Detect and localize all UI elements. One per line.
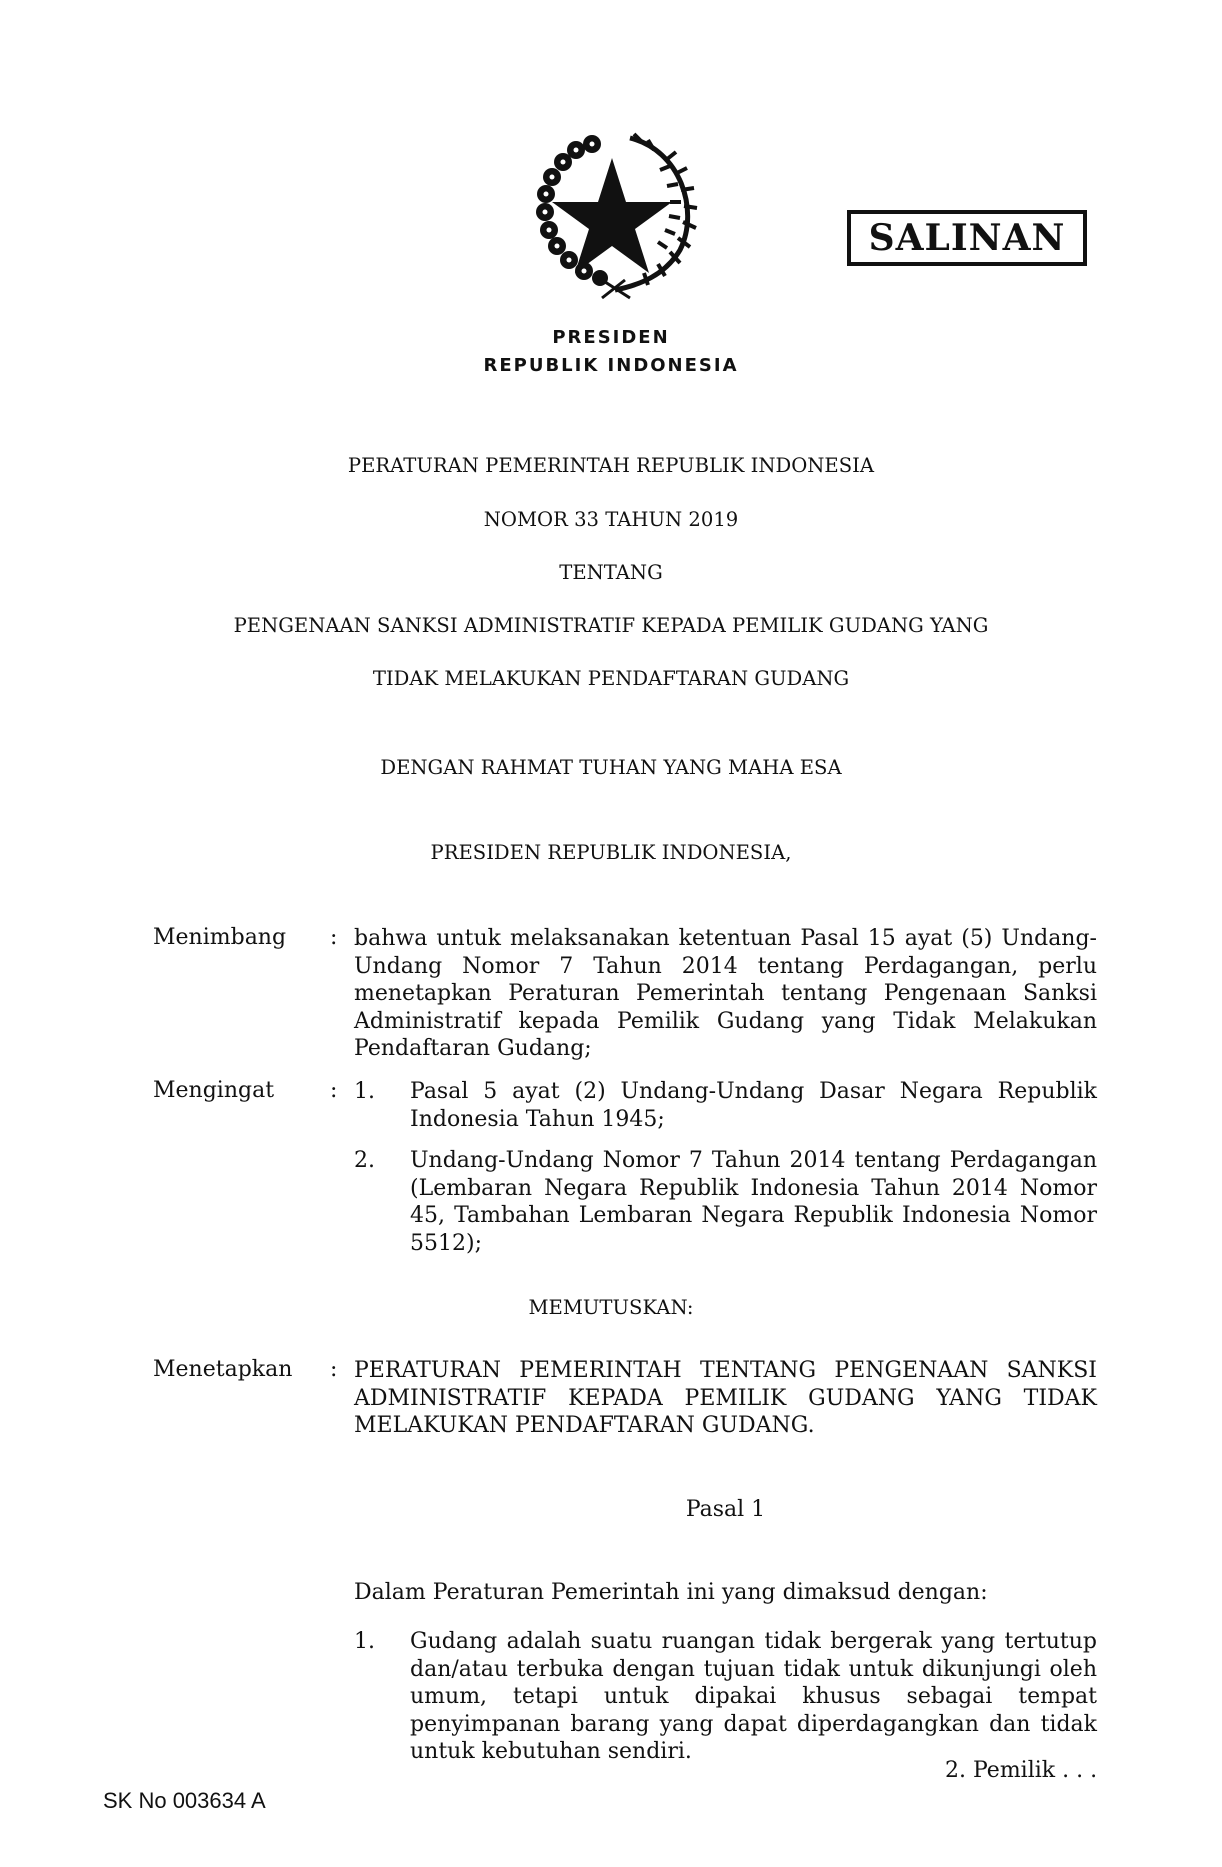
mengingat-list (354, 1078, 1097, 1257)
salinan-stamp (847, 210, 1087, 266)
pasal-1-definitions (354, 1628, 1097, 1766)
menetapkan-text: PERATURAN PEMERINTAH TENTANG PENGENAAN SANKSI ADMINISTRATIF KEPADA PEMILIK GUDANG YANG TIDAK MELAKUKAN PENDAFTARAN GUDANG. (354, 1358, 1097, 1438)
salinan-label: SALINAN (868, 217, 1066, 259)
menetapkan-colon: : (330, 1357, 338, 1382)
memutuskan-heading: MEMUTUSKAN: (528, 1295, 694, 1319)
mengingat-colon: : (330, 1078, 338, 1103)
regulation-subject-line1: PENGENAAN SANKSI ADMINISTRATIF KEPADA PEMILIK GUDANG YANG (233, 613, 989, 637)
list-item-text: Pasal 5 ayat (2) Undang-Undang Dasar Negara Republik Indonesia Tahun 1945; (410, 1079, 1097, 1132)
presidential-emblem-icon (530, 130, 705, 300)
list-item (354, 1628, 1097, 1766)
office-title-line2: REPUBLIK INDONESIA (483, 355, 739, 376)
menimbang-text: bahwa untuk melaksanakan ketentuan Pasal 15 ayat (5) Undang-Undang Nomor 7 Tahun 2014 tentang Perdagangan, perlu menetapkan Peraturan Pemerintah tentang Pengenaan Sanksi Administratif kepada Pemilik Gudang yang Tidak Melakukan Pendaftaran Gudang; (354, 926, 1097, 1061)
list-item (354, 1147, 1097, 1257)
regulation-tentang: TENTANG (559, 560, 663, 584)
list-item-number: 1. (354, 1629, 375, 1654)
regulation-subject-line2: TIDAK MELAKUKAN PENDAFTARAN GUDANG (372, 666, 850, 690)
list-item-text: Gudang adalah suatu ruangan tidak bergerak yang tertutup dan/atau terbuka dengan tujuan tidak untuk dikunjungi oleh umum, tetapi untuk dipakai khusus sebagai tempat penyimpanan barang yang dapat diperdagangkan dan tidak untuk kebutuhan sendiri. (410, 1629, 1097, 1764)
invocation: DENGAN RAHMAT TUHAN YANG MAHA ESA (380, 755, 842, 779)
mengingat-label: Mengingat (153, 1078, 275, 1103)
continuation-catchword: 2. Pemilik . . . (945, 1758, 1098, 1783)
menimbang-label: Menimbang (153, 925, 287, 950)
issuer: PRESIDEN REPUBLIK INDONESIA, (430, 840, 792, 864)
list-item-number: 2. (354, 1148, 375, 1173)
regulation-title: PERATURAN PEMERINTAH REPUBLIK INDONESIA (347, 453, 875, 477)
regulation-number: NOMOR 33 TAHUN 2019 (483, 507, 739, 531)
pasal-1-heading: Pasal 1 (685, 1497, 766, 1522)
list-item (354, 1078, 1097, 1133)
office-title-line1: PRESIDEN (552, 327, 670, 348)
menimbang-colon: : (330, 925, 338, 950)
pasal-1-intro: Dalam Peraturan Pemerintah ini yang dimaksud dengan: (354, 1580, 988, 1605)
menetapkan-label: Menetapkan (153, 1357, 293, 1382)
document-serial-number: SK No 003634 A (103, 1788, 266, 1813)
list-item-number: 1. (354, 1079, 375, 1104)
list-item-text: Undang-Undang Nomor 7 Tahun 2014 tentang Perdagangan (Lembaran Negara Republik Indonesia Tahun 2014 Nomor 45, Tambahan Lembaran Negara Republik Indonesia Nomor 5512); (410, 1148, 1097, 1256)
